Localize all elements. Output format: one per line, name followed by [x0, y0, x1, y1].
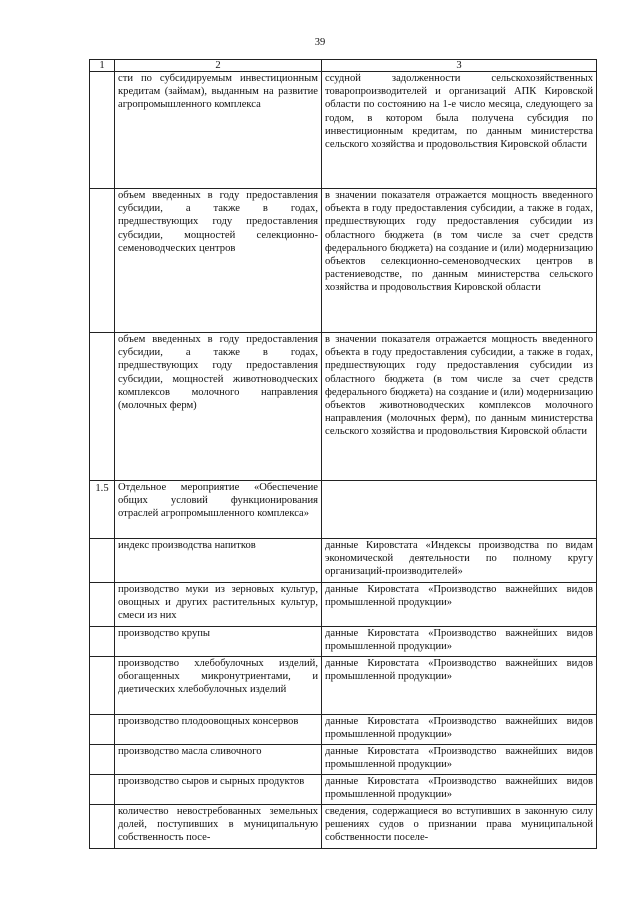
row-number [90, 715, 115, 745]
source-cell [322, 481, 597, 539]
row-number [90, 657, 115, 715]
table-row [90, 189, 597, 333]
table-row [90, 657, 597, 715]
table-row [90, 539, 597, 583]
source-cell: ссудной задолженности сельскохозяйственных товаропроизводителей и организаций АПК Кировской области по состоянию на 1-е число месяца, следующего за годом, в котором была получена субсидия по инвестиционным кредитам, по данным министерства сельского хозяйства и продовольствия Кировской области [322, 72, 597, 189]
row-number [90, 583, 115, 627]
source-cell: данные Кировстата «Производство важнейших видов промышленной продукции» [322, 775, 597, 805]
header-col-3: 3 [322, 60, 597, 72]
indicators-table [89, 59, 597, 849]
source-cell: данные Кировстата «Производство важнейших видов промышленной продукции» [322, 627, 597, 657]
source-cell: в значении показателя отражается мощность введенного объекта в году предоставления субсидии, а также в годах, предшествующих году предоставления субсидии из областного бюджета (в том числе за счет средств федерального бюджета) на создание и (или) модернизацию объектов животноводческих комплексов молочного направления (молочных ферм), по данным министерства сельского хозяйства и продовольствия Кировской области [322, 333, 597, 481]
table-row [90, 72, 597, 189]
source-cell: данные Кировстата «Производство важнейших видов промышленной продукции» [322, 657, 597, 715]
indicator-cell: производство хлебобулочных изделий, обогащенных микронутриентами, и диетических хлебобулочных изделий [115, 657, 322, 715]
row-number [90, 805, 115, 849]
table-row [90, 333, 597, 481]
row-number [90, 72, 115, 189]
header-col-2: 2 [115, 60, 322, 72]
row-number [90, 539, 115, 583]
indicator-cell: производство плодоовощных консервов [115, 715, 322, 745]
row-number [90, 775, 115, 805]
table-row [90, 481, 597, 539]
table-row [90, 627, 597, 657]
source-cell: данные Кировстата «Производство важнейших видов промышленной продукции» [322, 583, 597, 627]
indicator-cell: сти по субсидируемым инвестиционным кредитам (займам), выданным на развитие агропромышленного комплекса [115, 72, 322, 189]
table-row [90, 745, 597, 775]
indicator-cell: объем введенных в году предоставления субсидии, а также в годах, предшествующих году предоставления субсидии, мощностей животноводческих комплексов молочного направления (молочных ферм) [115, 333, 322, 481]
table-header-row [90, 60, 597, 72]
row-number: 1.5 [90, 481, 115, 539]
indicator-cell: производство сыров и сырных продуктов [115, 775, 322, 805]
source-cell: данные Кировстата «Индексы производства по видам экономической деятельности по полному кругу организаций-производителей» [322, 539, 597, 583]
indicator-cell: количество невостребованных земельных долей, поступивших в муниципальную собственность посе- [115, 805, 322, 849]
source-cell: сведения, содержащиеся во вступивших в законную силу решениях судов о признании права муниципальной собственности поселе- [322, 805, 597, 849]
source-cell: данные Кировстата «Производство важнейших видов промышленной продукции» [322, 745, 597, 775]
page-number: 39 [314, 37, 326, 48]
table-row [90, 775, 597, 805]
row-number [90, 745, 115, 775]
table-row [90, 583, 597, 627]
row-number [90, 189, 115, 333]
table-row [90, 715, 597, 745]
indicator-cell: производство масла сливочного [115, 745, 322, 775]
indicator-cell: Отдельное мероприятие «Обеспечение общих условий функционирования отраслей агропромышленного комплекса» [115, 481, 322, 539]
indicator-cell: индекс производства напитков [115, 539, 322, 583]
table-row [90, 805, 597, 849]
row-number [90, 333, 115, 481]
indicator-cell: производство муки из зерновых культур, овощных и других растительных культур, смеси из них [115, 583, 322, 627]
header-col-1: 1 [90, 60, 115, 72]
source-cell: в значении показателя отражается мощность введенного объекта в году предоставления субсидии, а также в годах, предшествующих году предоставления субсидии из областного бюджета (в том числе за счет средств федерального бюджета) на создание и (или) модернизацию объектов селекционно-семеноводческих центров в растениеводстве, по данным министерства сельского хозяйства и продовольствия Кировской области [322, 189, 597, 333]
source-cell: данные Кировстата «Производство важнейших видов промышленной продукции» [322, 715, 597, 745]
indicator-cell: объем введенных в году предоставления субсидии, а также в годах, предшествующих году предоставления субсидии, мощностей селекционно-семеноводческих центров [115, 189, 322, 333]
row-number [90, 627, 115, 657]
indicator-cell: производство крупы [115, 627, 322, 657]
